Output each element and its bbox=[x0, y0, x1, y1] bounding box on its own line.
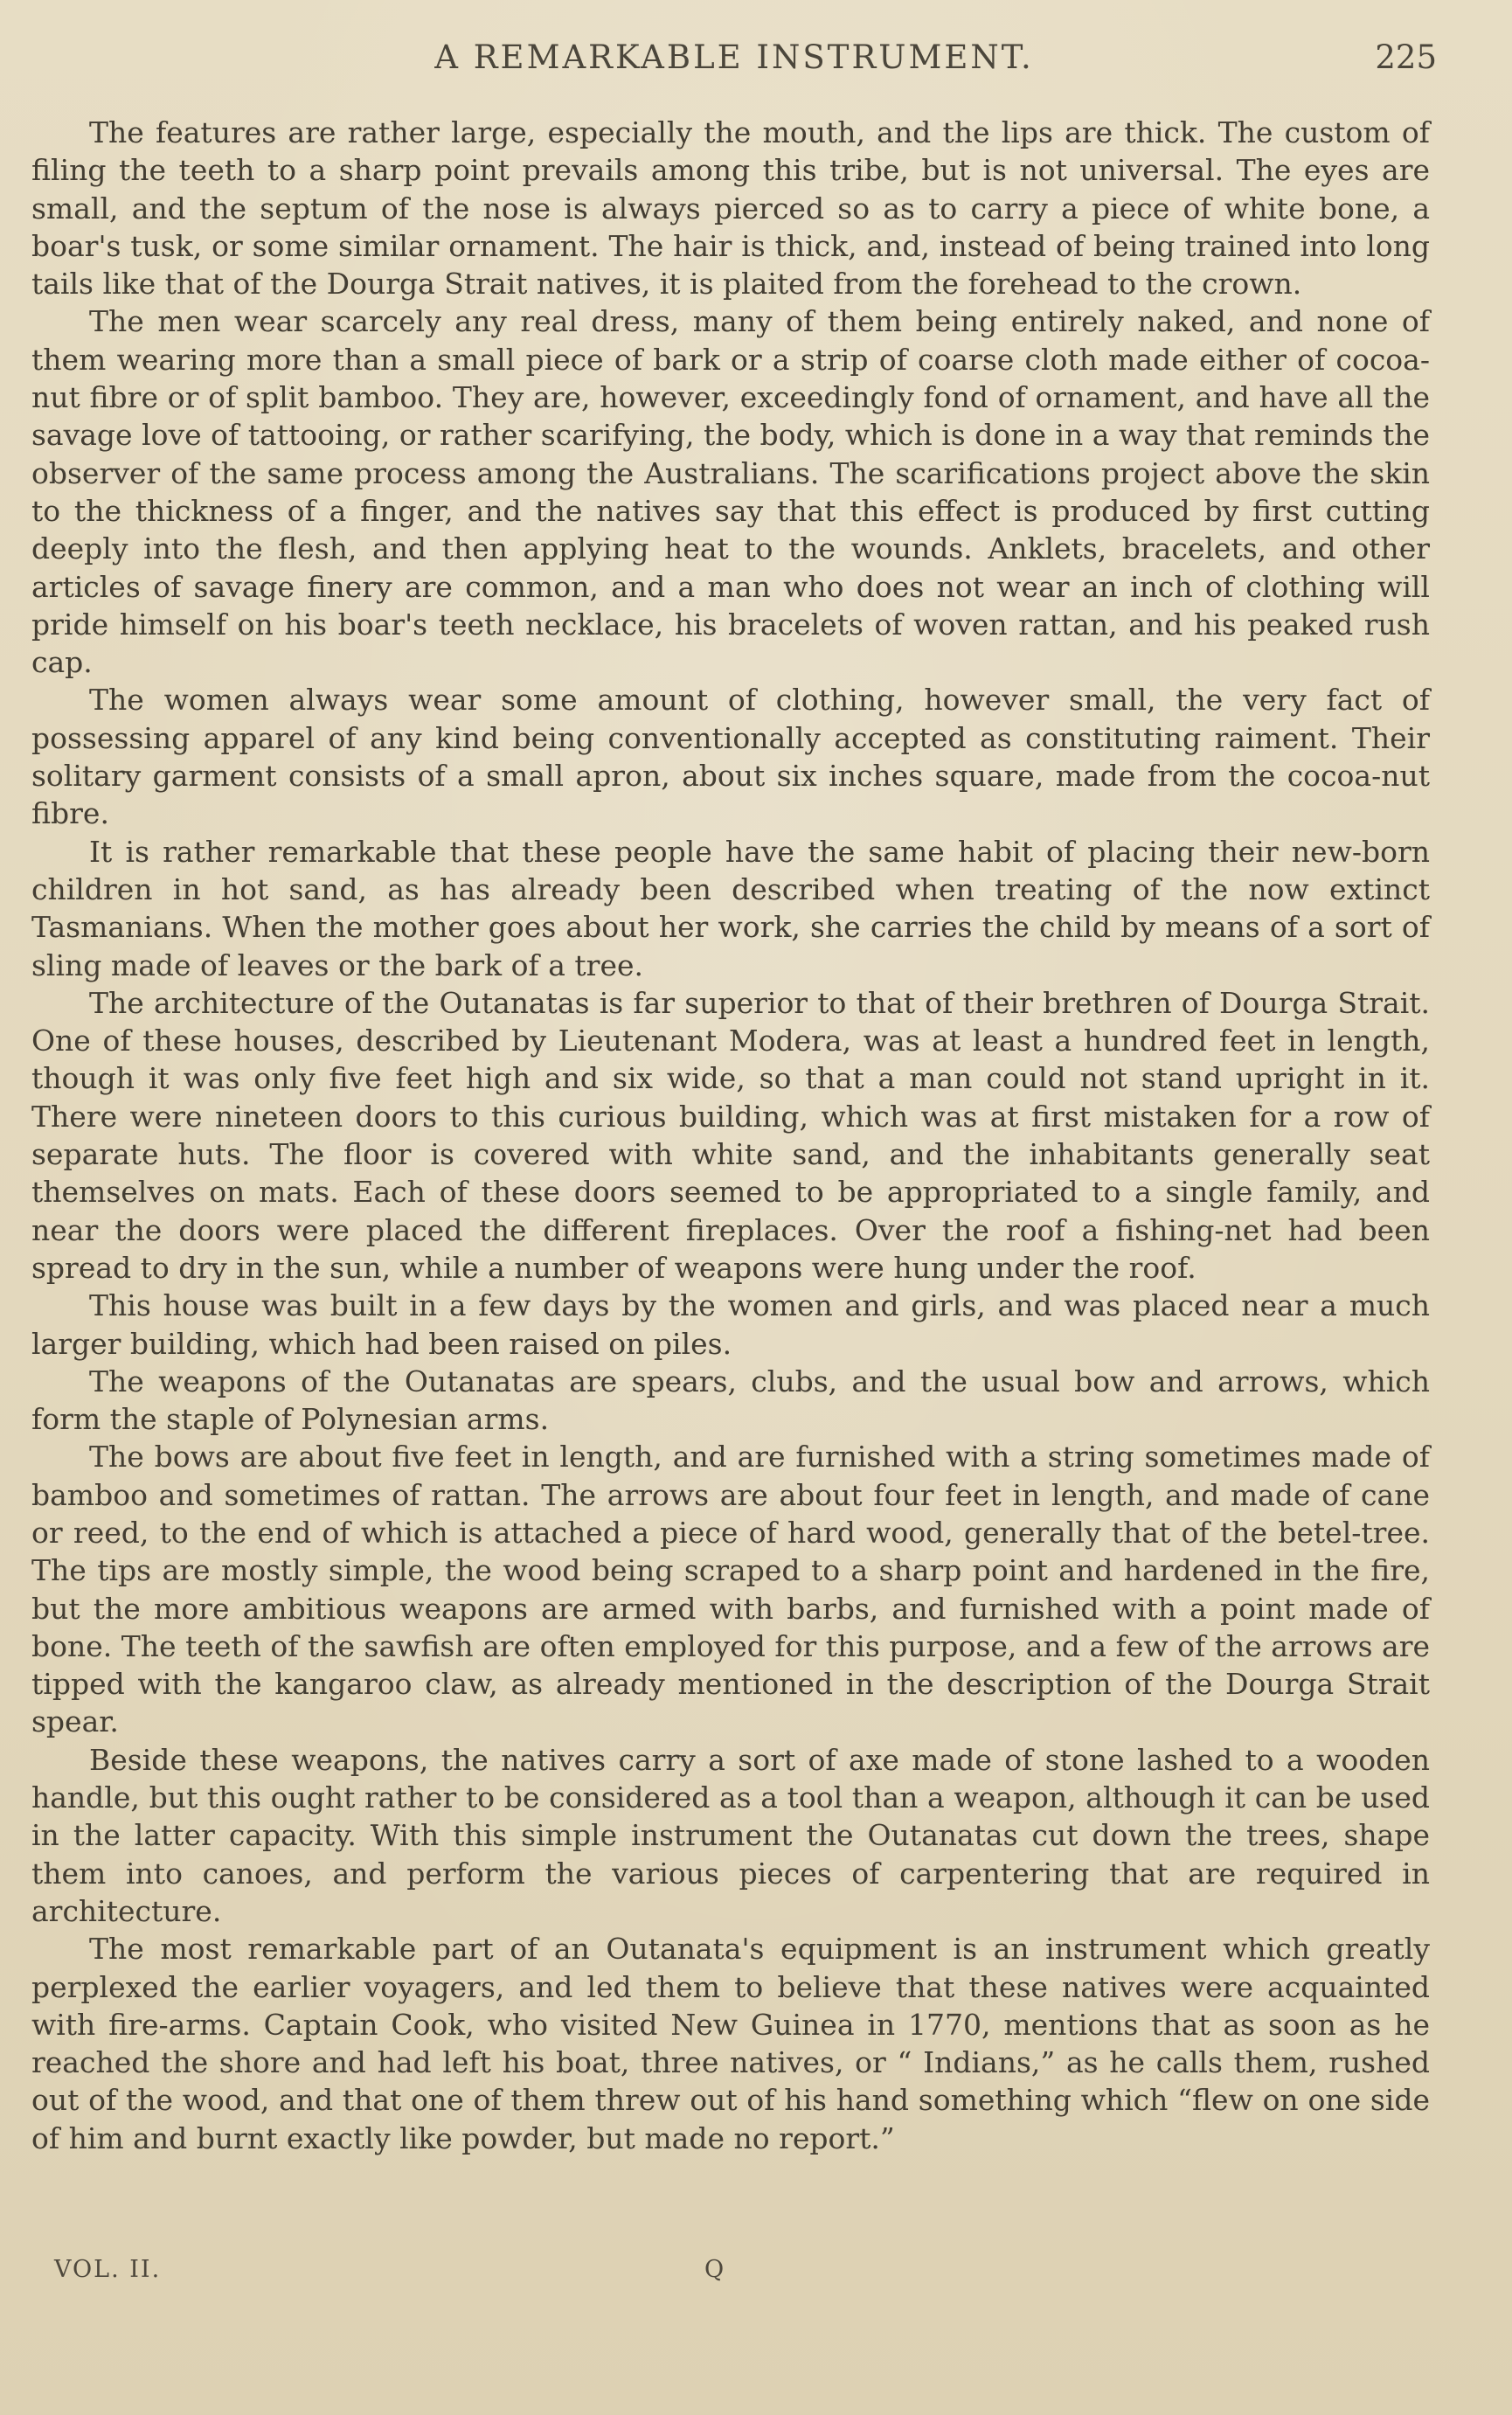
body-text bbox=[31, 114, 1430, 2157]
paragraph-remarkable-instrument: The most remarkable part of an Outanata's equipment is an instrument which greatly perplexed the earlier voyagers, and led them to believe that these natives were acquainted with fire-arms. Captain Cook, who visited New Guinea in 1770, mentions that as soon as he reached the shore and had left his boat, three natives, or “ Indians,” as he calls them, rushed out of the wood, and that one of them threw out of his hand something which “flew on one side of him and burnt exactly like powder, but made no report.” bbox=[31, 1932, 1430, 2155]
paragraph-weapons: The weapons of the Outanatas are spears, clubs, and the usual bow and arrows, which form the staple of Polynesian arms. bbox=[31, 1364, 1430, 1437]
paragraph-womens-clothing: The women always wear some amount of clothing, however small, the very fact of possessing apparel of any kind being conventionally accepted as constituting raiment. Their solitary garment consists of a small apron, about six inches square, made from the cocoa-nut fibre. bbox=[31, 683, 1430, 831]
paragraph-children: It is rather remarkable that these people have the same habit of placing their new-born children in hot sand, as has already been described when treating of the now extinct Tasmanians. When the mother goes about her work, she carries the child by means of a sort of sling made of leaves or the bark of a tree. bbox=[31, 834, 1430, 982]
running-header bbox=[31, 38, 1437, 91]
paragraph-bows-arrows: The bows are about five feet in length, and are furnished with a string sometimes made of bamboo and sometimes of rattan. The arrows are about four feet in length, and made of cane or reed, to the end of which is attached a piece of hard wood, generally that of the betel-tree. The tips are mostly simple, the wood being scraped to a sharp point and hardened in the fire, but the more ambitious weapons are armed with barbs, and furnished with a point made of bone. The teeth of the sawfish are often employed for this purpose, and a few of the arrows are tipped with the kangaroo claw, as already mentioned in the description of the Dourga Strait spear. bbox=[31, 1440, 1430, 1739]
running-title: A REMARKABLE INSTRUMENT. bbox=[434, 38, 1034, 76]
page-number: 225 bbox=[1375, 38, 1437, 76]
signature-mark: Q bbox=[704, 2256, 725, 2283]
paragraph-features: The features are rather large, especially the mouth, and the lips are thick. The custom of filing the teeth to a sharp point prevails among this tribe, but is not universal. The eyes are small, and the septum of the nose is always pierced so as to carry a piece of white bone, a boar's tusk, or some similar ornament. The hair is thick, and, instead of being trained into long tails like that of the Dourga Strait natives, it is plaited from the forehead to the crown. bbox=[31, 115, 1430, 302]
paragraph-house-building: This house was built in a few days by the women and girls, and was placed near a much larger building, which had been raised on piles. bbox=[31, 1288, 1430, 1361]
paragraph-stone-axe: Beside these weapons, the natives carry a sort of axe made of stone lashed to a wooden handle, but this ought rather to be considered as a tool than a weapon, although it can be used in the latter capacity. With this simple instrument the Outanatas cut down the trees, shape them into canoes, and perform the various pieces of carpentering that are required in architecture. bbox=[31, 1742, 1430, 1928]
volume-mark: VOL. II. bbox=[54, 2256, 162, 2283]
paragraph-mens-dress: The men wear scarcely any real dress, many of them being entirely naked, and none of them wearing more than a small piece of bark or a strip of coarse cloth made either of cocoa-nut fibre or of split bamboo. They are, however, exceedingly fond of ornament, and have all the savage love of tattooing, or rather scarifying, the body, which is done in a way that reminds the observer of the same process among the Australians. The scarifications project above the skin to the thickness of a finger, and the natives say that this effect is produced by first cutting deeply into the flesh, and then applying heat to the wounds. Anklets, bracelets, and other articles of savage finery are common, and a man who does not wear an inch of clothing will pride himself on his boar's teeth necklace, his bracelets of woven rattan, and his peaked rush cap. bbox=[31, 304, 1430, 680]
page-footer bbox=[31, 2256, 1430, 2291]
paragraph-architecture: The architecture of the Outanatas is far superior to that of their brethren of Dourga Strait. One of these houses, described by Lieutenant Modera, was at least a hundred feet in length, though it was only five feet high and six wide, so that a man could not stand upright in it. There were nineteen doors to this curious building, which was at first mistaken for a row of separate huts. The floor is covered with white sand, and the inhabitants generally seat themselves on mats. Each of these doors seemed to be appropriated to a single family, and near the doors were placed the different fireplaces. Over the roof a fishing-net had been spread to dry in the sun, while a number of weapons were hung under the roof. bbox=[31, 985, 1430, 1285]
